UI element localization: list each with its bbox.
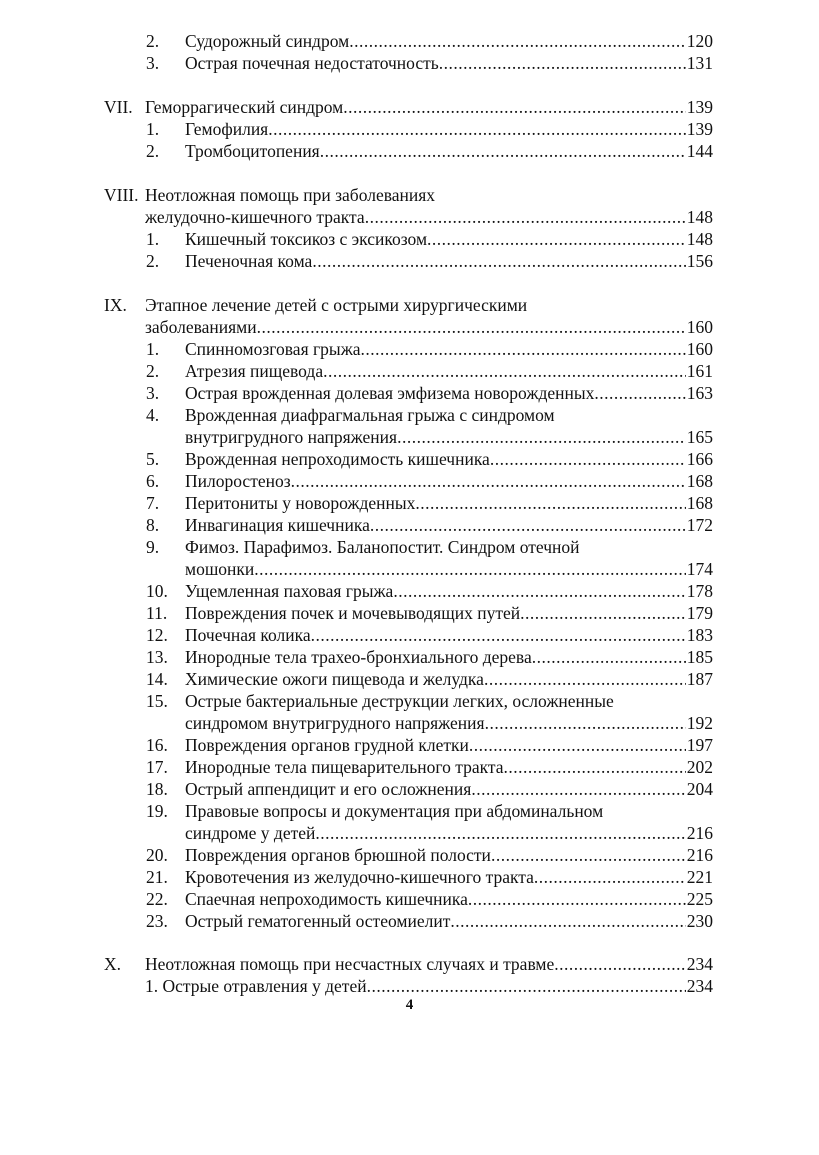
toc-entry-title: Химические ожоги пищевода и желудка [185,669,484,689]
toc-entry-number: 23. [146,911,168,931]
toc-entry-page: 160 [686,317,713,337]
toc-entry [0,30,819,52]
toc-entry-number: 15. [146,691,168,711]
toc-entry [0,734,819,756]
toc-entry [0,975,819,997]
toc-entry-leader: ......................... ..... [490,448,686,470]
toc-entry-page: 216 [686,845,713,865]
toc-entry-title: желудочно-кишечного тракта [145,207,365,227]
toc-entry-leader: ..................................................... ..... [291,470,686,492]
toc-entry-leader: ............................ ..... [468,888,686,910]
toc-entry-title: Острая почечная недостаточность [185,53,439,73]
toc-entry-page: 234 [686,954,713,974]
toc-entry-number: 2. [146,141,160,161]
toc-entry-number: 8. [146,515,160,535]
toc-entry [0,866,819,888]
toc-entry-number: 9. [146,537,160,557]
toc-entry-leader: ........................................... ..... [397,426,686,448]
toc-entry [0,250,819,272]
toc-entry [0,953,819,975]
toc-entry-page: 216 [686,823,713,843]
toc-entry-number: 12. [146,625,168,645]
toc-entry-title: Ущемленная паховая грыжа [185,581,394,601]
toc-entry [0,580,819,602]
toc-entry-title: Судорожный синдром [185,31,350,51]
toc-entry [0,844,819,866]
toc-entry-leader: ............. ..... [554,953,685,975]
toc-entry-title: Этапное лечение детей с острыми хирургическими [145,295,528,315]
toc-entry-page: 168 [686,493,713,513]
toc-entry-page: 178 [686,581,713,601]
toc-entry-title: 1. Острые отравления у детей [145,976,367,996]
toc-entry-title: Инородные тела трахео-бронхиального дерева [185,647,532,667]
toc-entry-leader: ................................................. ..... [312,250,685,272]
toc-entry-leader: ...................... ..... [504,756,686,778]
toc-entry-leader: ........................... ..... [471,778,685,800]
toc-entry [0,448,819,470]
toc-entry-page: 160 [686,339,713,359]
toc-entry-leader: ........................................... ..... [343,96,686,118]
toc-entry [0,118,819,140]
toc-entry-page: 166 [686,449,713,469]
toc-entry-title: Правовые вопросы и документация при абдоминальном [185,801,604,821]
toc-entry-leader: ..................................................... ..... [268,118,686,140]
toc-entry-leader: ......... ..... [594,382,685,404]
toc-entry-leader: .............................. ..... [469,734,686,756]
toc-entry-title: Кишечный токсикоз с эксикозом [185,229,428,249]
toc-entry-title: синдроме у детей [185,823,316,843]
toc-entry [0,822,819,844]
toc-entry-title: Спинномозговая грыжа [185,339,361,359]
toc-entry [0,646,819,668]
toc-entry-number: 4. [146,405,160,425]
toc-entry [0,382,819,404]
toc-entry-leader: ..................................................... ..... [323,360,686,382]
toc-entry-page: 144 [686,141,713,161]
toc-entry-title: Повреждения почек и мочевыводящих путей [185,603,521,623]
toc-entry-title: Острый гематогенный остеомиелит [185,911,451,931]
toc-entry-number: 16. [146,735,168,755]
toc-entry-page: 225 [686,889,713,909]
toc-entry-leader: .............................. ..... [450,910,685,932]
toc-entry-number: VII. [104,97,133,117]
toc-entry [0,558,819,580]
toc-entry-page: 161 [686,361,713,381]
toc-entry-number: 2. [146,31,160,51]
toc-entry-page: 168 [686,471,713,491]
toc-entry-title: Врожденная непроходимость кишечника [185,449,490,469]
toc-entry-page: 202 [686,757,713,777]
toc-entry-page: 185 [686,647,713,667]
toc-entry-leader: ................. ..... [532,646,686,668]
toc-entry-title: Гемофилия [185,119,269,139]
toc-entry [0,228,819,250]
toc-entry-page: 120 [686,31,713,51]
toc-entry-page: 197 [686,735,713,755]
toc-entry-page: 156 [686,251,713,271]
toc-entry-page: 163 [686,383,713,403]
toc-entry-number: 17. [146,757,168,777]
toc-entry-number: 21. [146,867,168,887]
toc-entry [0,96,819,118]
toc-entry-number: 3. [146,383,160,403]
toc-entry-leader: .................................................................. ..... [315,822,685,844]
toc-entry-number: 1. [146,119,160,139]
toc-entry-number: VIII. [104,185,139,205]
toc-entry-number: 11. [146,603,168,623]
toc-entry-title: Острый аппендицит и его осложнения [185,779,472,799]
toc-entry-number: 14. [146,669,168,689]
toc-entry-page: 139 [686,97,713,117]
toc-entry-title: Неотложная помощь при несчастных случаях и травме [145,954,555,974]
toc-entry-title: Почечная колика [185,625,311,645]
toc-entry [0,800,819,822]
toc-entry [0,294,819,316]
toc-entry-title: Фимоз. Парафимоз. Баланопостит. Синдром отечной [185,537,580,557]
toc-entry-title: Печеночная кома [185,251,313,271]
toc-entry-title: Повреждения органов брюшной полости [185,845,491,865]
toc-entry-title: Геморрагический синдром [145,97,344,117]
toc-entry-page: 183 [686,625,713,645]
toc-entry-title: Инородные тела пищеварительного тракта [185,757,504,777]
toc-entry-number: 6. [146,471,160,491]
toc-entry-title: Неотложная помощь при заболеваниях [145,185,436,205]
toc-entry-title: Пилоростеноз [185,471,291,491]
toc-entry-number: 19. [146,801,168,821]
toc-entry-number: 2. [146,361,160,381]
toc-entry [0,426,819,448]
toc-entry-title: заболеваниями [145,317,257,337]
toc-entry-title: Врожденная диафрагмальная грыжа с синдромом [185,405,555,425]
toc-entry [0,492,819,514]
toc-entry-leader: ......................... ..... [485,712,686,734]
toc-entry-page: 148 [686,207,713,227]
toc-entry [0,184,819,206]
toc-entry [0,360,819,382]
toc-entry-title: Повреждения органов грудной клетки [185,735,469,755]
toc-entry-page: 192 [686,713,713,733]
toc-entry-number: 7. [146,493,160,513]
toc-entry-title: Спаечная непроходимость кишечника [185,889,468,909]
toc-entry-page: 165 [686,427,713,447]
toc-entry [0,140,819,162]
toc-entry-leader: ................. ..... [534,866,686,888]
toc-entry [0,404,819,426]
toc-entry-page: 139 [686,119,713,139]
toc-entry-leader: .................................... ..... [427,228,686,250]
toc-entry-leader: ........................................... ..... [365,206,686,228]
toc-entry-number: 3. [146,53,160,73]
toc-entry [0,514,819,536]
toc-entry-page: 174 [686,559,713,579]
toc-entry-leader: .............................................. ..... [361,338,686,360]
toc-entry [0,316,819,338]
toc-entry-title: Острые бактериальные деструкции легких, осложненные [185,691,614,711]
toc-entry-page: 230 [686,911,713,931]
toc-entry-page: 221 [686,867,713,887]
toc-entry-page: 187 [686,669,713,689]
toc-entry [0,338,819,360]
toc-entry-number: 2. [146,251,160,271]
toc-entry [0,690,819,712]
toc-entry-leader: .............................................................. ..... [311,624,686,646]
toc-entry-number: 10. [146,581,168,601]
toc-entry [0,888,819,910]
toc-entry-leader: ............................. ..... [439,52,686,74]
toc-entry-number: 1. [146,229,160,249]
toc-entry-page: 204 [686,779,713,799]
toc-entry [0,668,819,690]
toc-entry [0,910,819,932]
toc-entry-leader: ......................................................................... ..... [254,558,685,580]
toc-entry-title: Атрезия пищевода [185,361,324,381]
toc-entry-title: синдромом внутригрудного напряжения [185,713,485,733]
toc-entry-number: 22. [146,889,168,909]
toc-entry [0,602,819,624]
toc-entry [0,206,819,228]
toc-entry-leader: ........................... ..... [484,668,686,690]
toc-entry-number: 20. [146,845,168,865]
toc-entry-number: 18. [146,779,168,799]
toc-entry-leader: ............................................ ..... [320,140,686,162]
toc-entry-title: Кровотечения из желудочно-кишечного тракта [185,867,534,887]
toc-entry-number: 1. [146,339,160,359]
toc-entry [0,470,819,492]
toc-entry-page: 148 [686,229,713,249]
toc-entry [0,712,819,734]
toc-entry-leader: .................... ..... [520,602,686,624]
toc-entry-number: 5. [146,449,160,469]
toc-entry-leader: ........................................ ..... [367,975,686,997]
toc-entry-title: мошонки [185,559,255,579]
toc-entry-title: Острая врожденная долевая эмфизема новорожденных [185,383,595,403]
toc-entry-title: внутригрудного напряжения [185,427,398,447]
toc-entry-leader: ......................................... ..... [393,580,685,602]
toc-entry-leader: ............................................ ..... [370,514,686,536]
toc-entry-page: 172 [686,515,713,535]
toc-entry [0,536,819,558]
toc-entry-page: 131 [686,53,713,73]
page-number: 4 [405,997,414,1013]
toc-entry [0,756,819,778]
toc-entry-leader: ......................................................... ..... [257,316,686,338]
toc-entry-title: Тромбоцитопения [185,141,320,161]
toc-entry-leader: ................................... ..... [349,30,686,52]
toc-entry-title: Инвагинация кишечника [185,515,370,535]
toc-entry-leader: ............................ ..... [491,844,686,866]
toc-entry-number: X. [104,954,122,974]
toc-entry-number: IX. [104,295,127,315]
toc-entry-number: 13. [146,647,168,667]
toc-entry-page: 234 [686,976,713,996]
toc-entry-page: 179 [686,603,713,623]
toc-entry [0,52,819,74]
toc-entry-leader: ......................................... ..... [415,492,685,514]
toc-entry [0,778,819,800]
toc-entry [0,624,819,646]
toc-entry-title: Перитониты у новорожденных [185,493,416,513]
